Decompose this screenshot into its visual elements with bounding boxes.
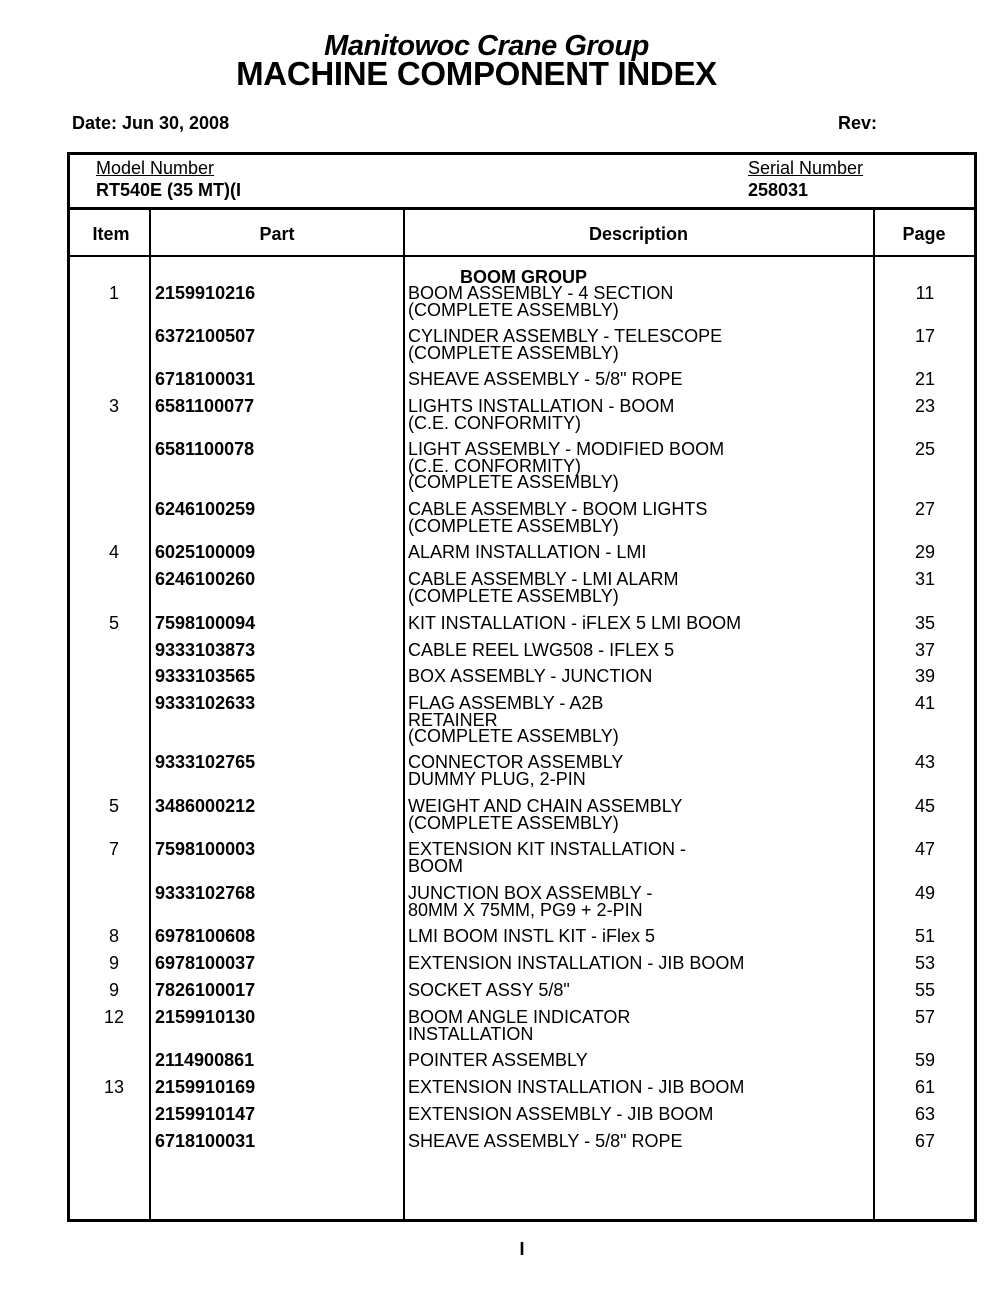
- row-description: [408, 398, 868, 431]
- row-description-line: FLAG ASSEMBLY - A2B: [408, 693, 604, 713]
- row-description-line: 80MM X 75MM, PG9 + 2-PIN: [408, 899, 643, 920]
- row-description-line: INSTALLATION: [408, 1023, 534, 1044]
- row-description: [408, 695, 868, 745]
- row-page-number: 53: [914, 953, 936, 973]
- row-item-number: 13: [103, 1077, 125, 1097]
- column-header-description: Description: [588, 224, 689, 244]
- row-part-number: 2159910169: [155, 1077, 256, 1097]
- document-title: MACHINE COMPONENT INDEX: [236, 55, 717, 92]
- row-item-number: 5: [108, 613, 119, 633]
- row-description-line: EXTENSION KIT INSTALLATION -: [408, 839, 687, 859]
- row-description: [408, 798, 868, 831]
- row-description-line: (COMPLETE ASSEMBLY): [408, 472, 619, 492]
- row-part-number: 6025100009: [155, 542, 256, 562]
- component-index-table: [67, 152, 977, 1222]
- row-page-number: 63: [914, 1104, 936, 1124]
- row-description-line: (C.E. CONFORMITY): [408, 412, 581, 433]
- column-divider: [149, 207, 151, 1219]
- row-description: [408, 955, 868, 972]
- row-item-number: 8: [108, 926, 119, 946]
- row-part-number: 9333102765: [155, 752, 256, 772]
- header-divider: [70, 255, 974, 257]
- row-page-number: 41: [914, 693, 936, 713]
- row-description-line: LIGHT ASSEMBLY - MODIFIED BOOM: [408, 439, 725, 459]
- row-description: [408, 928, 868, 945]
- row-description-line: SHEAVE ASSEMBLY - 5/8" ROPE: [408, 369, 683, 389]
- row-description: [408, 501, 868, 534]
- row-description: [408, 885, 868, 918]
- serial-number-value: 258031: [748, 180, 809, 200]
- row-description: [408, 1106, 868, 1123]
- row-description-line: CONNECTOR ASSEMBLY: [408, 752, 624, 772]
- company-name: Manitowoc Crane Group: [324, 30, 649, 62]
- row-description: [408, 285, 868, 318]
- row-description-line: EXTENSION INSTALLATION - JIB BOOM: [408, 953, 745, 973]
- row-description: [408, 668, 868, 685]
- row-page-number: 31: [914, 569, 936, 589]
- row-description: [408, 841, 868, 874]
- row-part-number: 2159910130: [155, 1007, 256, 1027]
- row-part-number: 6978100608: [155, 926, 256, 946]
- row-item-number: 7: [108, 839, 119, 859]
- row-description-line: RETAINER: [408, 709, 498, 730]
- row-description-line: (COMPLETE ASSEMBLY): [408, 812, 619, 833]
- row-part-number: 6246100259: [155, 499, 256, 519]
- row-description-line: CABLE ASSEMBLY - LMI ALARM: [408, 569, 679, 589]
- row-page-number: 45: [914, 796, 936, 816]
- row-description-line: BOOM ANGLE INDICATOR: [408, 1007, 631, 1027]
- row-page-number: 49: [914, 883, 936, 903]
- row-description-line: SHEAVE ASSEMBLY - 5/8" ROPE: [408, 1131, 683, 1151]
- row-description: [408, 1133, 868, 1150]
- document-date: Date: Jun 30, 2008: [72, 113, 230, 133]
- row-description: [408, 371, 868, 388]
- row-part-number: 9333103565: [155, 666, 256, 686]
- row-page-number: 23: [914, 396, 936, 416]
- row-description-line: (COMPLETE ASSEMBLY): [408, 585, 619, 606]
- row-page-number: 11: [915, 283, 935, 303]
- row-description-line: BOOM ASSEMBLY - 4 SECTION: [408, 283, 674, 303]
- revision-label: Rev:: [838, 113, 878, 133]
- row-description: [408, 328, 868, 361]
- row-description: [408, 754, 868, 787]
- row-description: [408, 544, 868, 561]
- row-description-line: BOX ASSEMBLY - JUNCTION: [408, 666, 653, 686]
- row-description: [408, 982, 868, 999]
- row-page-number: 61: [914, 1077, 936, 1097]
- row-item-number: 9: [108, 980, 119, 1000]
- row-description-line: EXTENSION INSTALLATION - JIB BOOM: [408, 1077, 745, 1097]
- row-part-number: 6718100031: [155, 1131, 256, 1151]
- row-description-line: (COMPLETE ASSEMBLY): [408, 342, 619, 363]
- row-part-number: 6718100031: [155, 369, 256, 389]
- row-description-line: (COMPLETE ASSEMBLY): [408, 726, 619, 746]
- row-page-number: 55: [914, 980, 936, 1000]
- row-part-number: 6246100260: [155, 569, 256, 589]
- row-page-number: 39: [914, 666, 936, 686]
- row-part-number: 7598100003: [155, 839, 256, 859]
- row-description-line: DUMMY PLUG, 2-PIN: [408, 768, 586, 789]
- row-page-number: 17: [914, 326, 936, 346]
- row-part-number: 3486000212: [155, 796, 256, 816]
- row-description: [408, 571, 868, 604]
- column-header-item: Item: [92, 224, 130, 244]
- row-item-number: 3: [108, 396, 119, 416]
- serial-number-label: Serial Number: [748, 158, 864, 178]
- row-item-number: 12: [103, 1007, 125, 1027]
- row-description-line: WEIGHT AND CHAIN ASSEMBLY: [408, 796, 683, 816]
- row-description-line: EXTENSION ASSEMBLY - JIB BOOM: [408, 1104, 714, 1124]
- section-title: BOOM GROUP: [460, 267, 588, 287]
- row-description-line: ALARM INSTALLATION - LMI: [408, 542, 647, 562]
- row-description-line: (COMPLETE ASSEMBLY): [408, 515, 619, 536]
- row-description: [408, 1079, 868, 1096]
- row-part-number: 7598100094: [155, 613, 256, 633]
- row-part-number: 2159910147: [155, 1104, 256, 1124]
- model-number-label: Model Number: [96, 158, 215, 178]
- row-description-line: CABLE ASSEMBLY - BOOM LIGHTS: [408, 499, 708, 519]
- row-part-number: 7826100017: [155, 980, 256, 1000]
- row-description-line: (C.E. CONFORMITY): [408, 455, 581, 476]
- row-description: [408, 642, 868, 659]
- row-part-number: 9333103873: [155, 640, 256, 660]
- info-divider: [70, 207, 974, 210]
- row-description: [408, 615, 868, 632]
- row-description-line: JUNCTION BOX ASSEMBLY -: [408, 883, 653, 903]
- row-part-number: 2114900861: [155, 1050, 255, 1070]
- row-part-number: 2159910216: [155, 283, 256, 303]
- row-page-number: 67: [914, 1131, 936, 1151]
- row-page-number: 25: [914, 439, 936, 459]
- row-page-number: 59: [914, 1050, 936, 1070]
- row-description-line: POINTER ASSEMBLY: [408, 1050, 588, 1070]
- row-description-line: KIT INSTALLATION - iFLEX 5 LMI BOOM: [408, 613, 742, 633]
- row-page-number: 27: [914, 499, 936, 519]
- row-description-line: LIGHTS INSTALLATION - BOOM: [408, 396, 675, 416]
- row-part-number: 6581100077: [155, 396, 255, 416]
- row-page-number: 57: [914, 1007, 936, 1027]
- model-number-value: RT540E (35 MT)(I: [96, 180, 242, 200]
- row-item-number: 4: [108, 542, 119, 562]
- row-description-line: BOOM: [408, 855, 464, 876]
- row-description: [408, 1009, 868, 1042]
- row-description: [408, 1052, 868, 1069]
- row-description-line: CABLE REEL LWG508 - IFLEX 5: [408, 640, 675, 660]
- row-part-number: 9333102633: [155, 693, 256, 713]
- row-page-number: 29: [914, 542, 936, 562]
- column-header-page: Page: [902, 224, 946, 244]
- row-part-number: 6372100507: [155, 326, 256, 346]
- row-page-number: 37: [914, 640, 936, 660]
- row-part-number: 6581100078: [155, 439, 255, 459]
- row-part-number: 9333102768: [155, 883, 256, 903]
- row-page-number: 51: [914, 926, 936, 946]
- row-description-line: LMI BOOM INSTL KIT - iFlex 5: [408, 926, 656, 946]
- row-page-number: 21: [914, 369, 936, 389]
- row-description-line: SOCKET ASSY 5/8": [408, 980, 570, 1000]
- row-item-number: 9: [108, 953, 119, 973]
- row-page-number: 35: [914, 613, 936, 633]
- row-item-number: 5: [108, 796, 119, 816]
- row-description: [408, 441, 868, 491]
- page-number: I: [519, 1239, 525, 1259]
- row-description-line: (COMPLETE ASSEMBLY): [408, 299, 619, 320]
- row-page-number: 43: [914, 752, 936, 772]
- row-description-line: CYLINDER ASSEMBLY - TELESCOPE: [408, 326, 723, 346]
- row-page-number: 47: [914, 839, 936, 859]
- row-part-number: 6978100037: [155, 953, 256, 973]
- column-header-part: Part: [259, 224, 295, 244]
- column-divider: [403, 207, 405, 1219]
- row-item-number: 1: [108, 283, 119, 303]
